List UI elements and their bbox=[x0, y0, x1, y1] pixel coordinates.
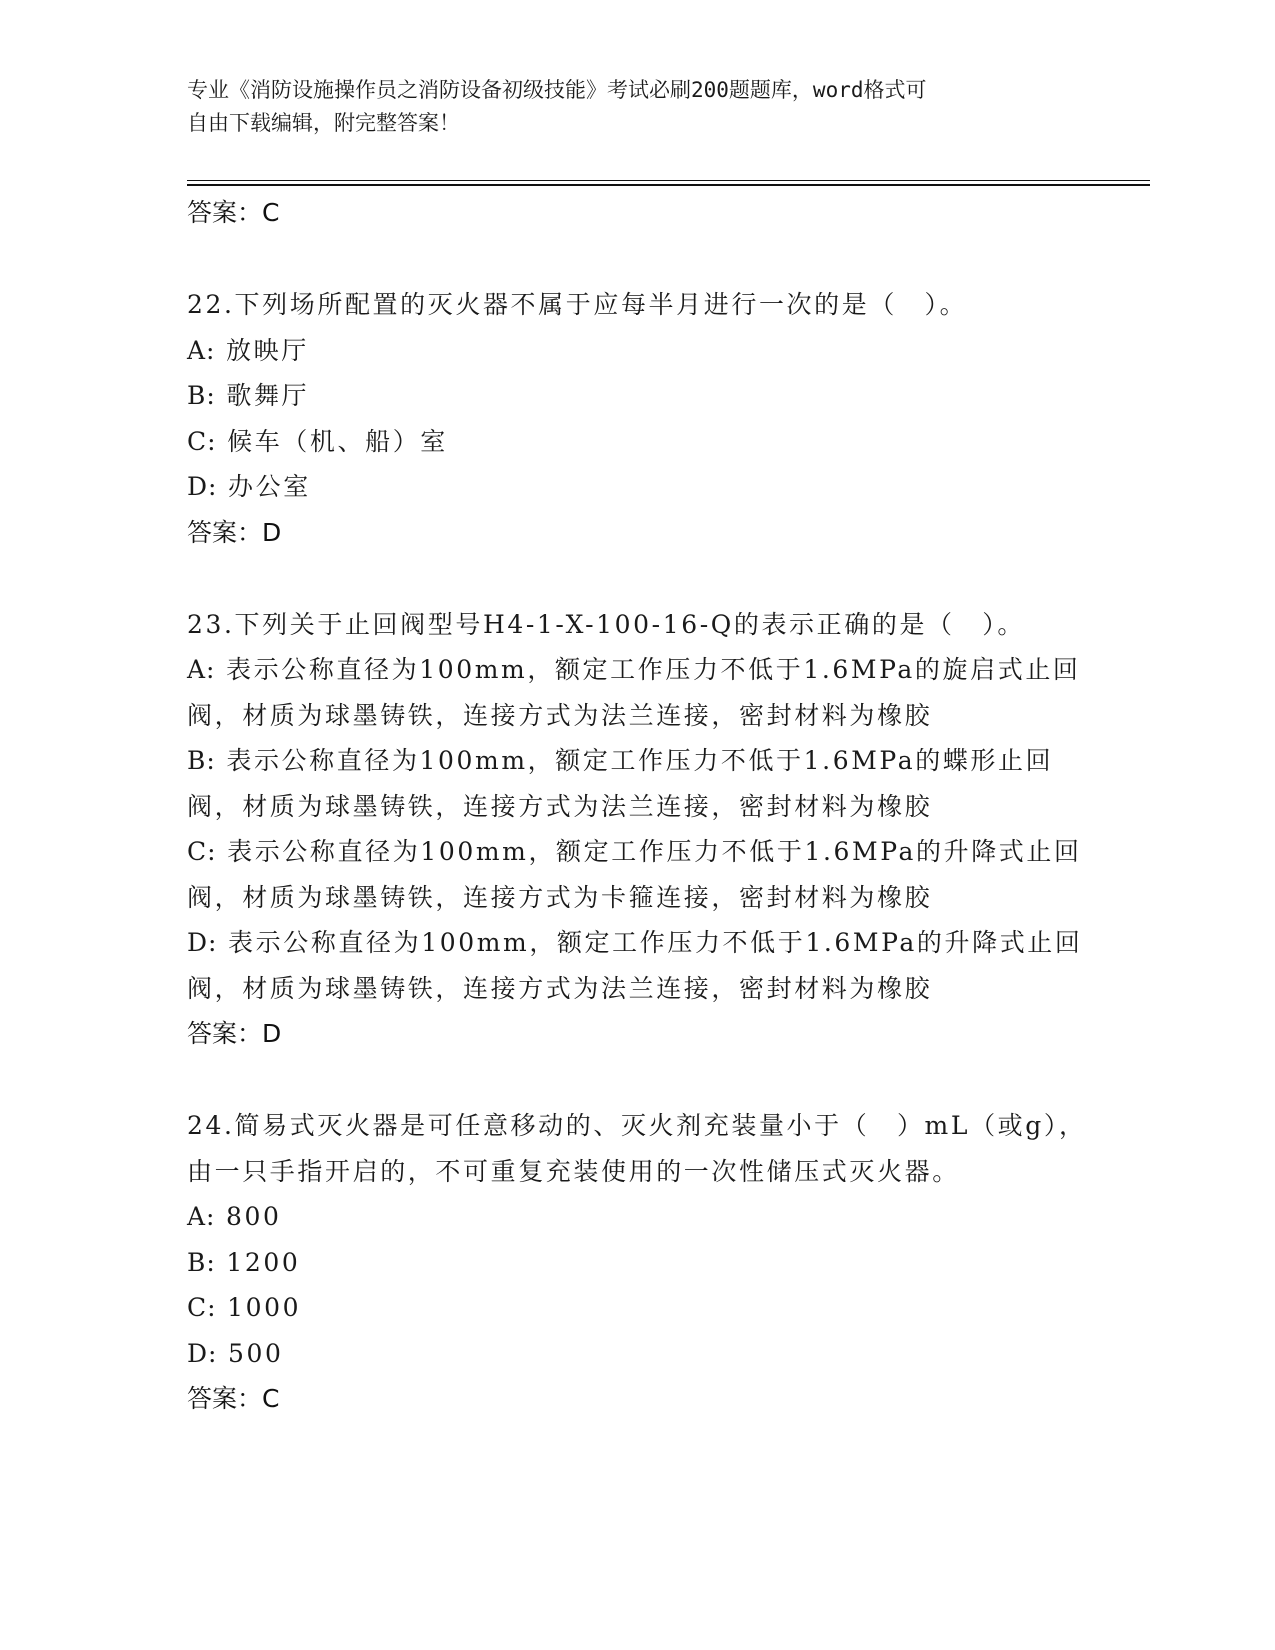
option-d bbox=[187, 920, 1087, 1011]
option-d bbox=[187, 1331, 1087, 1377]
option-text: 办公室 bbox=[228, 472, 311, 501]
option-label: A: bbox=[187, 335, 216, 365]
question-stem: 23.下列关于止回阀型号H4-1-X-100-16-Q的表示正确的是（ ）。 bbox=[187, 609, 1025, 639]
header-divider-thin bbox=[187, 180, 1150, 181]
option-text: 500 bbox=[228, 1338, 284, 1368]
answer: 答案：D bbox=[187, 517, 282, 547]
answer: 答案：D bbox=[187, 1019, 282, 1048]
option-label: A: bbox=[187, 655, 216, 684]
option-a bbox=[187, 328, 1087, 374]
question-23 bbox=[187, 602, 1087, 1057]
option-label: B: bbox=[187, 746, 216, 775]
option-label: C: bbox=[187, 1293, 217, 1322]
option-label: D: bbox=[187, 472, 218, 501]
header-divider-thick bbox=[187, 184, 1150, 186]
option-label: A: bbox=[187, 1202, 216, 1231]
option-text: 候车（机、船）室 bbox=[227, 426, 448, 456]
option-c bbox=[187, 419, 1087, 465]
option-label: B: bbox=[187, 1247, 216, 1277]
question-stem: 24.简易式灭火器是可任意移动的、灭火剂充装量小于（ ）mL（或g），由一只手指开启的，不可重复充装使用的一次性储压式灭火器。 bbox=[187, 1111, 1087, 1186]
option-text: 表示公称直径为100mm，额定工作压力不低于1.6MPa的旋启式止回阀，材质为球墨铸铁，连接方式为法兰连接，密封材料为橡胶 bbox=[187, 655, 1081, 730]
option-c bbox=[187, 829, 1087, 920]
header-line-2: 自由下载编辑，附完整答案！ bbox=[187, 111, 460, 135]
question-22 bbox=[187, 282, 1087, 555]
option-a bbox=[187, 1194, 1087, 1240]
option-label: C: bbox=[187, 837, 217, 866]
option-label: C: bbox=[187, 426, 217, 456]
option-text: 1200 bbox=[226, 1247, 301, 1277]
option-b bbox=[187, 1240, 1087, 1286]
option-label: B: bbox=[187, 381, 216, 410]
question-list bbox=[187, 190, 1087, 1421]
question-24 bbox=[187, 1103, 1087, 1421]
option-label: D: bbox=[187, 928, 218, 957]
option-text: 表示公称直径为100mm，额定工作压力不低于1.6MPa的蝶形止回阀，材质为球墨铸铁，连接方式为法兰连接，密封材料为橡胶 bbox=[187, 746, 1054, 821]
answer: 答案：C bbox=[187, 1384, 280, 1413]
option-b bbox=[187, 738, 1087, 829]
option-text: 表示公称直径为100mm，额定工作压力不低于1.6MPa的升降式止回阀，材质为球墨铸铁，连接方式为卡箍连接，密封材料为橡胶 bbox=[187, 837, 1082, 912]
option-text: 1000 bbox=[227, 1293, 302, 1322]
option-c bbox=[187, 1285, 1087, 1331]
option-d bbox=[187, 464, 1087, 510]
header-line-1: 专业《消防设施操作员之消防设备初级技能》考试必刷200题题库，word格式可 bbox=[187, 78, 927, 102]
option-text: 歌舞厅 bbox=[226, 381, 310, 410]
option-text: 放映厅 bbox=[226, 335, 309, 365]
question-stem: 22.下列场所配置的灭火器不属于应每半月进行一次的是（ ）。 bbox=[187, 290, 968, 319]
option-text: 表示公称直径为100mm，额定工作压力不低于1.6MPa的升降式止回阀，材质为球墨铸铁，连接方式为法兰连接，密封材料为橡胶 bbox=[187, 928, 1083, 1003]
document-header bbox=[187, 74, 1087, 140]
option-b bbox=[187, 373, 1087, 419]
option-text: 800 bbox=[226, 1202, 282, 1231]
option-label: D: bbox=[187, 1338, 218, 1368]
option-a bbox=[187, 647, 1087, 738]
previous-answer: 答案：C bbox=[187, 198, 280, 227]
